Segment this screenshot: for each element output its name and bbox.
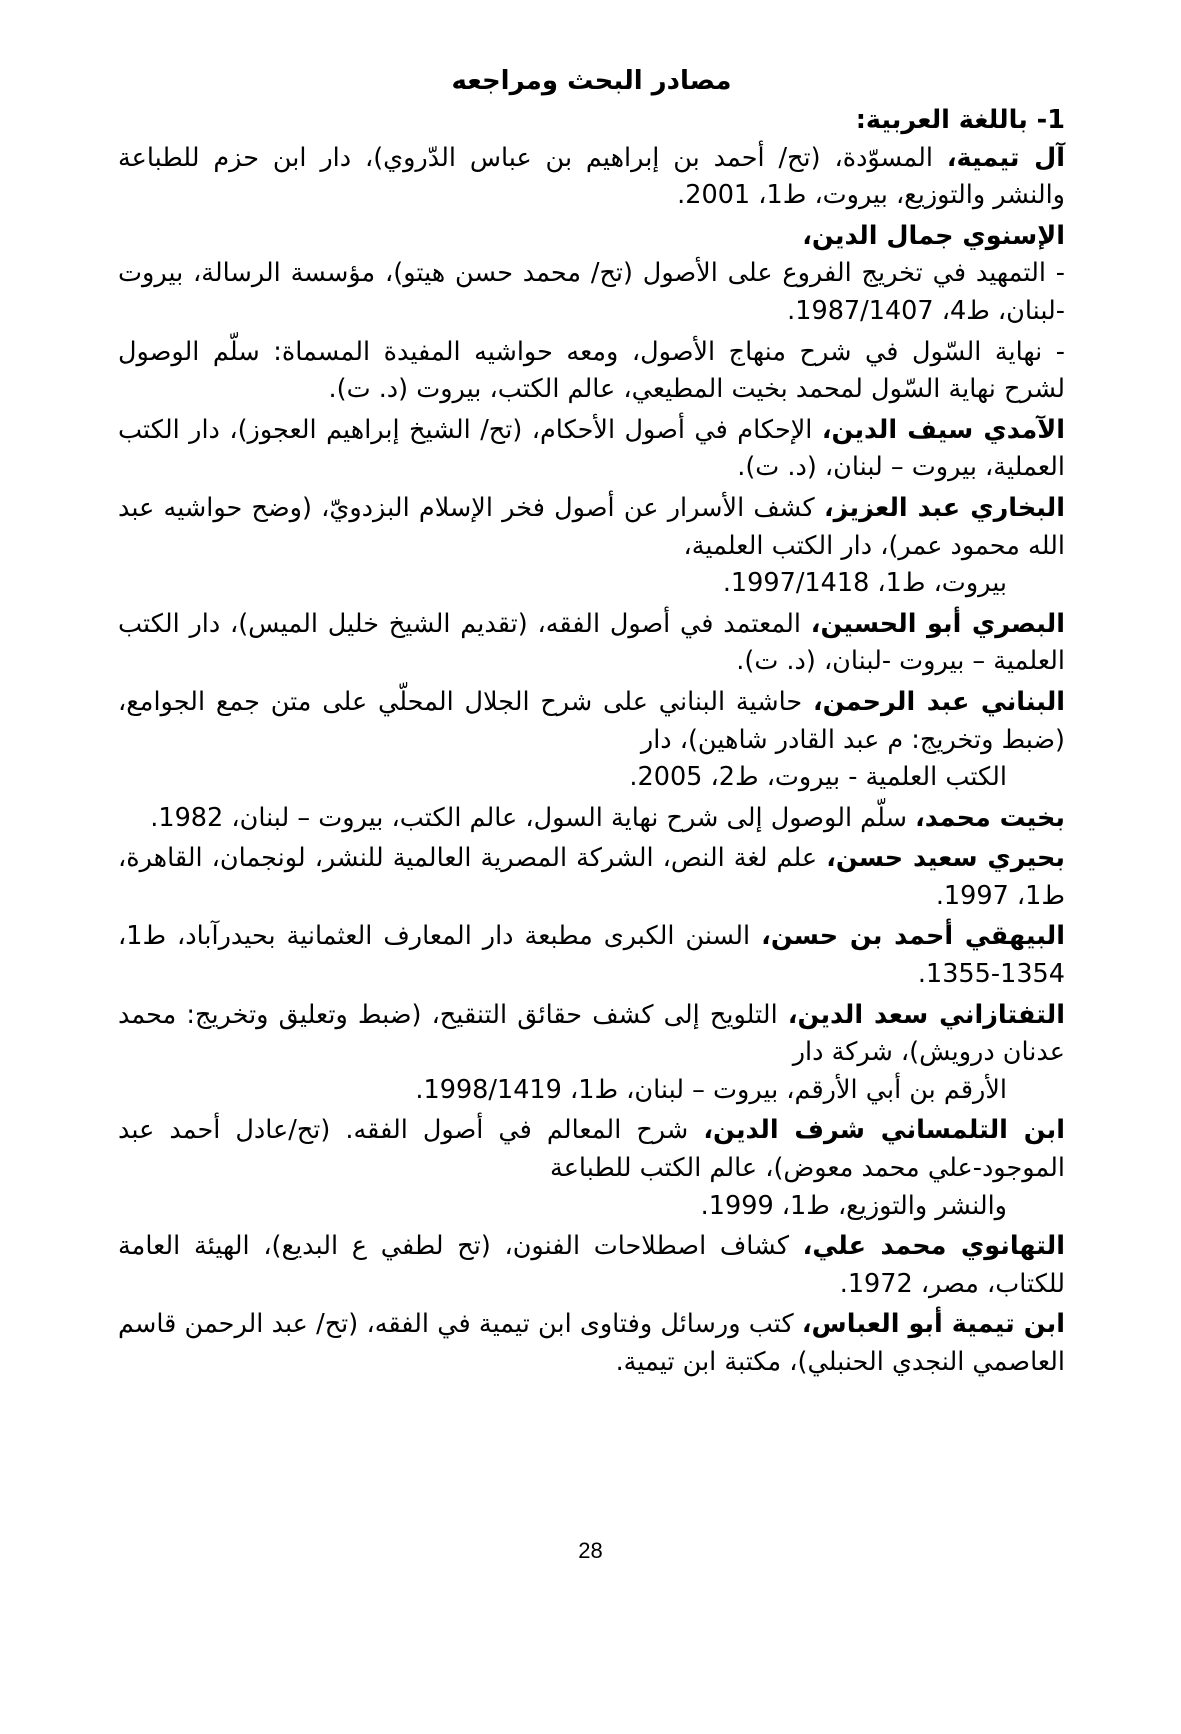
entry-author: ابن تيمية أبو العباس، bbox=[801, 1309, 1065, 1340]
bibliography-entry bbox=[118, 800, 1065, 838]
entry-text: حاشية البناني على شرح الجلال المحلّي على متن جمع الجوامع، (ضبط وتخريج: م عبد القادر شاهين)، دار bbox=[118, 686, 1065, 755]
entry-author: بحيري سعيد حسن، bbox=[826, 843, 1066, 874]
bibliography-entry bbox=[118, 412, 1065, 487]
entry-continuation: والنشر والتوزيع، ط1، 1999. bbox=[700, 1190, 1007, 1221]
document-page bbox=[118, 60, 1065, 1385]
section-heading: 1- باللغة العربية: bbox=[855, 105, 1065, 135]
bibliography-entry bbox=[118, 1112, 1065, 1225]
entry-text: شرح المعالم في أصول الفقه. (تح/عادل أحمد عبد الموجود-علي محمد معوض)، عالم الكتب للطباعة bbox=[118, 1115, 1065, 1184]
entry-author: بخيت محمد، bbox=[915, 802, 1065, 833]
bibliography-entry bbox=[118, 140, 1065, 215]
entry-author: التهانوي محمد علي، bbox=[802, 1231, 1065, 1262]
entry-author: البصري أبو الحسين، bbox=[810, 608, 1065, 639]
entry-author: البناني عبد الرحمن، bbox=[812, 686, 1066, 717]
entry-continuation: الأرقم بن أبي الأرقم، بيروت – لبنان، ط1، 1998/1419. bbox=[415, 1074, 1007, 1105]
entry-author: البخاري عبد العزيز، bbox=[823, 492, 1065, 523]
entry-text: علم لغة النص، الشركة المصرية العالمية للنشر، لونجمان، القاهرة، ط1، 1997. bbox=[118, 843, 1065, 911]
bibliography-sub-entry: - نهاية السّول في شرح منهاج الأصول، ومعه حواشيه المفيدة المسماة: سلّم الوصول لشرح نهاية السّول لمحمد بخيت المطيعي، عالم الكتب، بيروت (د. ت). bbox=[118, 336, 1065, 405]
entry-text: كشف الأسرار عن أصول فخر الإسلام البزدويّ، (وضح حواشيه عبد الله محمود عمر)، دار الكتب العلمية، bbox=[118, 492, 1065, 561]
entry-author: ابن التلمساني شرف الدين، bbox=[703, 1115, 1066, 1146]
entry-continuation: الكتب العلمية - بيروت، ط2، 2005. bbox=[629, 762, 1007, 793]
bibliography-entry bbox=[118, 997, 1065, 1110]
entry-continuation: بيروت، ط1، 1997/1418. bbox=[722, 568, 1007, 599]
entry-text: المسوّدة، (تح/ أحمد بن إبراهيم بن عباس الدّروي)، دار ابن حزم للطباعة والنشر والتوزيع، بيروت، ط1، 2001. bbox=[118, 142, 1065, 211]
page-title: مصادر البحث ومراجعه bbox=[451, 66, 732, 96]
page-number: 28 bbox=[578, 1538, 603, 1563]
bibliography-entry bbox=[118, 490, 1065, 603]
bibliography-entry bbox=[118, 1306, 1065, 1381]
bibliography-entry bbox=[118, 684, 1065, 797]
entry-text: التلويح إلى كشف حقائق التنقيح، (ضبط وتعليق وتخريج: محمد عدنان درويش)، شركة دار bbox=[118, 999, 1065, 1068]
entry-author: البيهقي أحمد بن حسن، bbox=[761, 921, 1065, 952]
entry-text: كشاف اصطلاحات الفنون، (تح لطفي ع البديع)، الهيئة العامة للكتاب، مصر، 1972. bbox=[118, 1231, 1065, 1299]
entry-text: الإحكام في أصول الأحكام، (تح/ الشيخ إبراهيم العجوز)، دار الكتب العملية، بيروت – لبنان، (د. ت). bbox=[118, 414, 1065, 483]
bibliography-entry bbox=[118, 918, 1065, 993]
entry-author: الآمدي سيف الدين، bbox=[821, 414, 1066, 445]
entry-author: التفتازاني سعد الدين، bbox=[787, 999, 1065, 1030]
entry-text: سلّم الوصول إلى شرح نهاية السول، عالم الكتب، بيروت – لبنان، 1982. bbox=[150, 802, 916, 833]
entry-author: الإسنوي جمال الدين، bbox=[802, 220, 1065, 251]
bibliography-sub-entry: - التمهيد في تخريج الفروع على الأصول (تح/ محمد حسن هيتو)، مؤسسة الرسالة، بيروت -لبنان، ط4، 1987/1407. bbox=[118, 258, 1065, 326]
entry-author: آل تيمية، bbox=[946, 142, 1065, 173]
entry-text: كتب ورسائل وفتاوى ابن تيمية في الفقه، (تح/ عبد الرحمن قاسم العاصمي النجدي الحنبلي)، مكتبة ابن تيمية. bbox=[118, 1309, 1065, 1377]
bibliography-entry bbox=[118, 606, 1065, 681]
bibliography-entry bbox=[118, 1228, 1065, 1303]
entry-text: المعتمد في أصول الفقه، (تقديم الشيخ خليل الميس)، دار الكتب العلمية – بيروت -لبنان، (د. ت). bbox=[118, 608, 1065, 677]
entry-text: السنن الكبرى مطبعة دار المعارف العثمانية بحيدرآباد، ط1، 1354-1355. bbox=[118, 921, 1065, 990]
bibliography-entry bbox=[118, 840, 1065, 915]
